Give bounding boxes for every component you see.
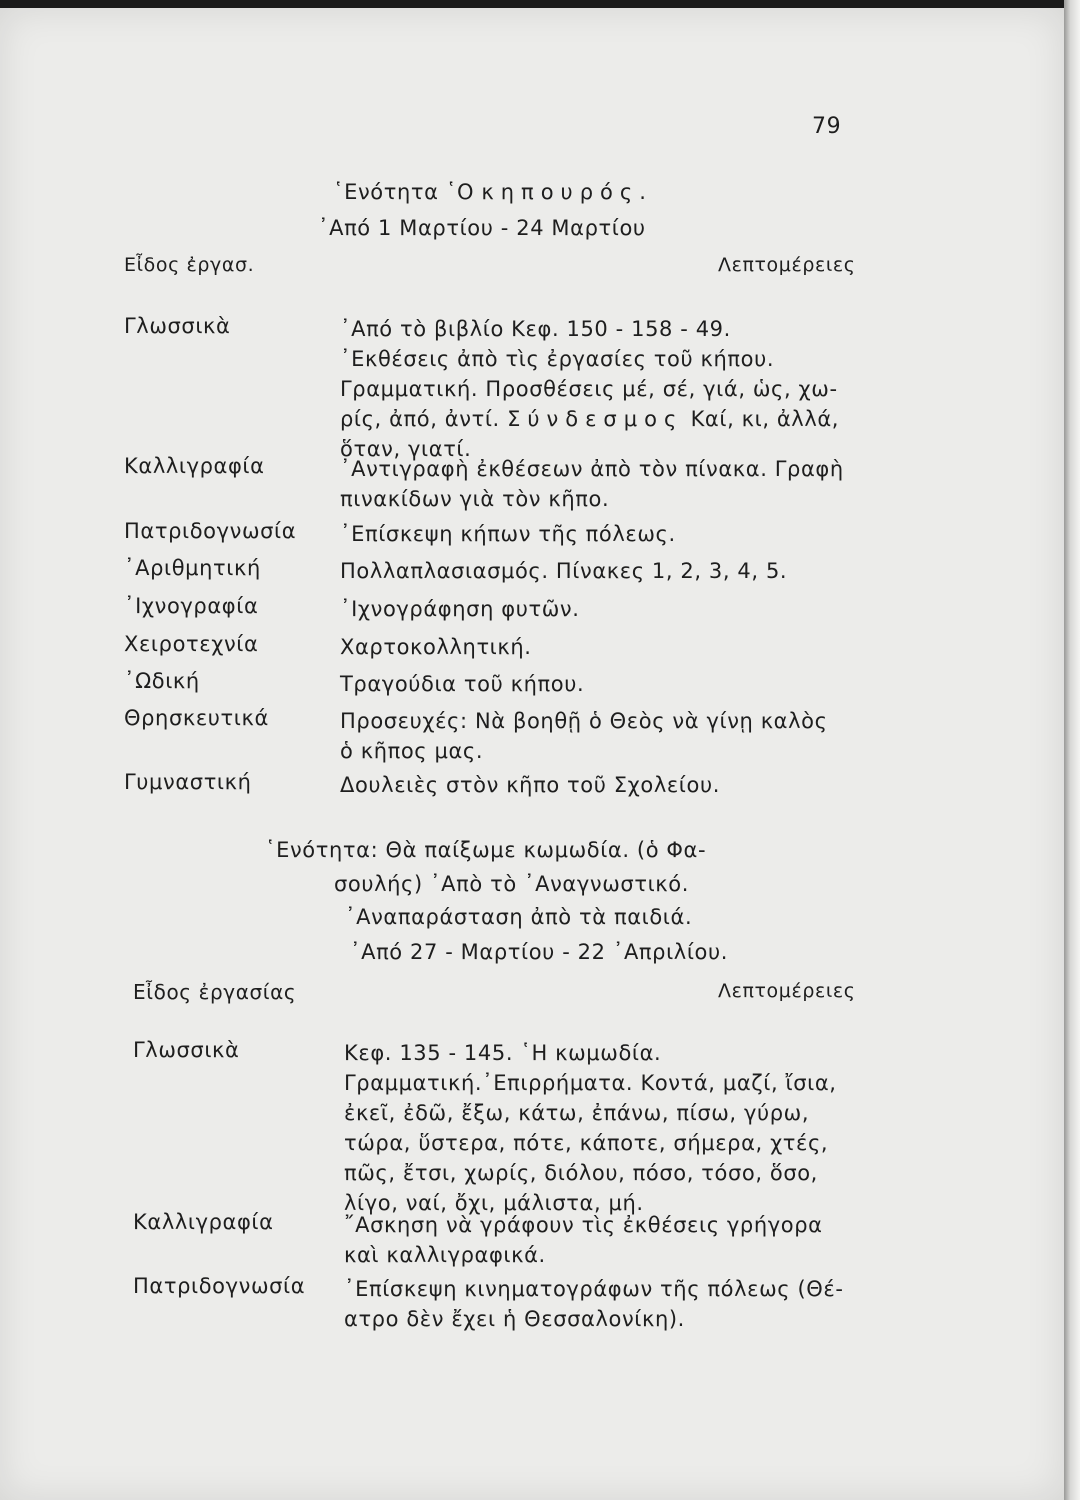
unit1-row-detail-handicraft [340, 632, 862, 662]
unit2-row-detail-geography [344, 1274, 866, 1334]
detail-line: Τραγούδια τοῦ κήπου. [340, 672, 585, 696]
detail-fragment: ρίς, ἀπό, ἀντί. [340, 407, 500, 431]
unit2-row-label-language: Γλωσσικὰ [133, 1038, 240, 1062]
unit1-row-label-language: Γλωσσικὰ [124, 314, 231, 338]
unit1-title-prefix: ῾Ενότητα ῾Ο [333, 180, 482, 204]
detail-line: Γραμματική.᾿Επιρρήματα. Κοντά, μαζί, ἴσια, [344, 1071, 837, 1095]
unit1-row-label-calligraphy: Καλλιγραφία [124, 454, 265, 478]
detail-line: ὅταν, γιατί. [340, 437, 472, 461]
unit2-title-line-1: ῾Ενότητα: Θὰ παίξωμε κωμωδία. (ὁ Φα- [265, 838, 707, 862]
unit1-col-kind: Εἶδος ἐργασ. [124, 254, 255, 276]
unit1-row-detail-arithmetic [340, 556, 862, 586]
unit1-row-label-arithmetic: ᾿Αριθμητική [124, 556, 261, 580]
detail-line: ἐκεῖ, ἐδῶ, ἔξω, κάτω, ἐπάνω, πίσω, γύρω, [344, 1101, 810, 1125]
detail-line: ᾿Εκθέσεις ἀπὸ τὶς ἐργασίες τοῦ κήπου. [340, 347, 775, 371]
unit1-row-detail-religion [340, 706, 862, 766]
detail-line: Δουλειὲς στὸν κῆπο τοῦ Σχολείου. [340, 773, 720, 797]
unit1-row-detail-geography [340, 519, 862, 549]
detail-fragment: Καί, κι, ἀλλά, [690, 407, 840, 431]
detail-line: λίγο, ναί, ὄχι, μάλιστα, μή. [344, 1191, 644, 1215]
unit2-row-detail-language [344, 1038, 866, 1218]
unit1-row-detail-language [340, 314, 862, 464]
unit2-dates: ᾿Από 27 - Μαρτίου - 22 ᾿Απριλίου. [350, 940, 728, 964]
unit1-row-label-handicraft: Χειροτεχνία [124, 632, 259, 656]
unit1-title-spaced: κηπουρός. [481, 180, 653, 204]
detail-line: Προσευχές: Νὰ βοηθῇ ὁ Θεὸς νὰ γίνῃ καλὸς [340, 709, 828, 733]
detail-line: Χαρτοκολλητική. [340, 635, 532, 659]
unit2-row-label-calligraphy: Καλλιγραφία [133, 1210, 274, 1234]
detail-line: Πολλαπλασιασμός. Πίνακες 1, 2, 3, 4, 5. [340, 559, 788, 583]
detail-line: ᾿Επίσκεψη κινηματογράφων τῆς πόλεως (Θέ- [344, 1277, 844, 1301]
page-number: 79 [812, 114, 842, 139]
unit1-row-label-gymnastics: Γυμναστική [124, 770, 252, 794]
unit1-col-details: Λεπτομέρειες [718, 254, 856, 276]
detail-line: ᾿Επίσκεψη κήπων τῆς πόλεως. [340, 522, 676, 546]
detail-line: ῎Ασκηση νὰ γράφουν τὶς ἐκθέσεις γρήγορα [344, 1213, 823, 1237]
unit1-row-label-drawing: ᾿Ιχνογραφία [124, 594, 259, 618]
unit1-row-label-music: ᾿Ωδική [124, 669, 200, 693]
page-edge-shadow [1064, 0, 1080, 1500]
detail-line [340, 404, 862, 434]
detail-line: ᾿Από τὸ βιβλίο Κεφ. 150 - 158 - 49. [340, 317, 731, 341]
unit2-title-line-2: σουλής) ᾿Απὸ τὸ ᾿Αναγνωστικό. [334, 872, 689, 896]
detail-line: ὁ κῆπος μας. [340, 739, 484, 763]
detail-spaced-word: Σύνδεσμος [507, 407, 684, 431]
document-page [0, 8, 1064, 1500]
detail-line: ατρο δὲν ἔχει ἡ Θεσσαλονίκη). [344, 1307, 685, 1331]
unit1-title [333, 180, 653, 204]
detail-line: Κεφ. 135 - 145. ῾Η κωμωδία. [344, 1041, 662, 1065]
detail-line: πῶς, ἔτσι, χωρίς, διόλου, πόσο, τόσο, ὅσο, [344, 1161, 818, 1185]
detail-line: καὶ καλλιγραφικά. [344, 1243, 546, 1267]
unit2-col-details: Λεπτομέρειες [718, 980, 856, 1002]
detail-line: ᾿Αντιγραφὴ ἐκθέσεων ἀπὸ τὸν πίνακα. Γραφὴ [340, 457, 844, 481]
unit2-row-detail-calligraphy [344, 1210, 866, 1270]
detail-line: τώρα, ὕστερα, πότε, κάποτε, σήμερα, χτές, [344, 1131, 829, 1155]
detail-line: Γραμματική. Προσθέσεις μέ, σέ, γιά, ὡς, χω- [340, 377, 838, 401]
unit1-row-label-religion: Θρησκευτικά [124, 706, 269, 730]
detail-line: ᾿Ιχνογράφηση φυτῶν. [340, 597, 580, 621]
detail-line: πινακίδων γιὰ τὸν κῆπο. [340, 487, 610, 511]
unit1-row-detail-music [340, 669, 862, 699]
unit1-dates: ᾿Από 1 Μαρτίου - 24 Μαρτίου [318, 216, 646, 240]
unit1-row-detail-gymnastics [340, 770, 862, 800]
unit2-row-label-geography: Πατριδογνωσία [133, 1274, 306, 1298]
unit1-row-label-geography: Πατριδογνωσία [124, 519, 297, 543]
unit2-col-kind: Εἶδος ἐργασίας [133, 980, 297, 1004]
unit2-title-line-3: ᾿Αναπαράσταση ἀπὸ τὰ παιδιά. [345, 905, 693, 929]
unit1-row-detail-drawing [340, 594, 862, 624]
unit1-row-detail-calligraphy [340, 454, 862, 514]
